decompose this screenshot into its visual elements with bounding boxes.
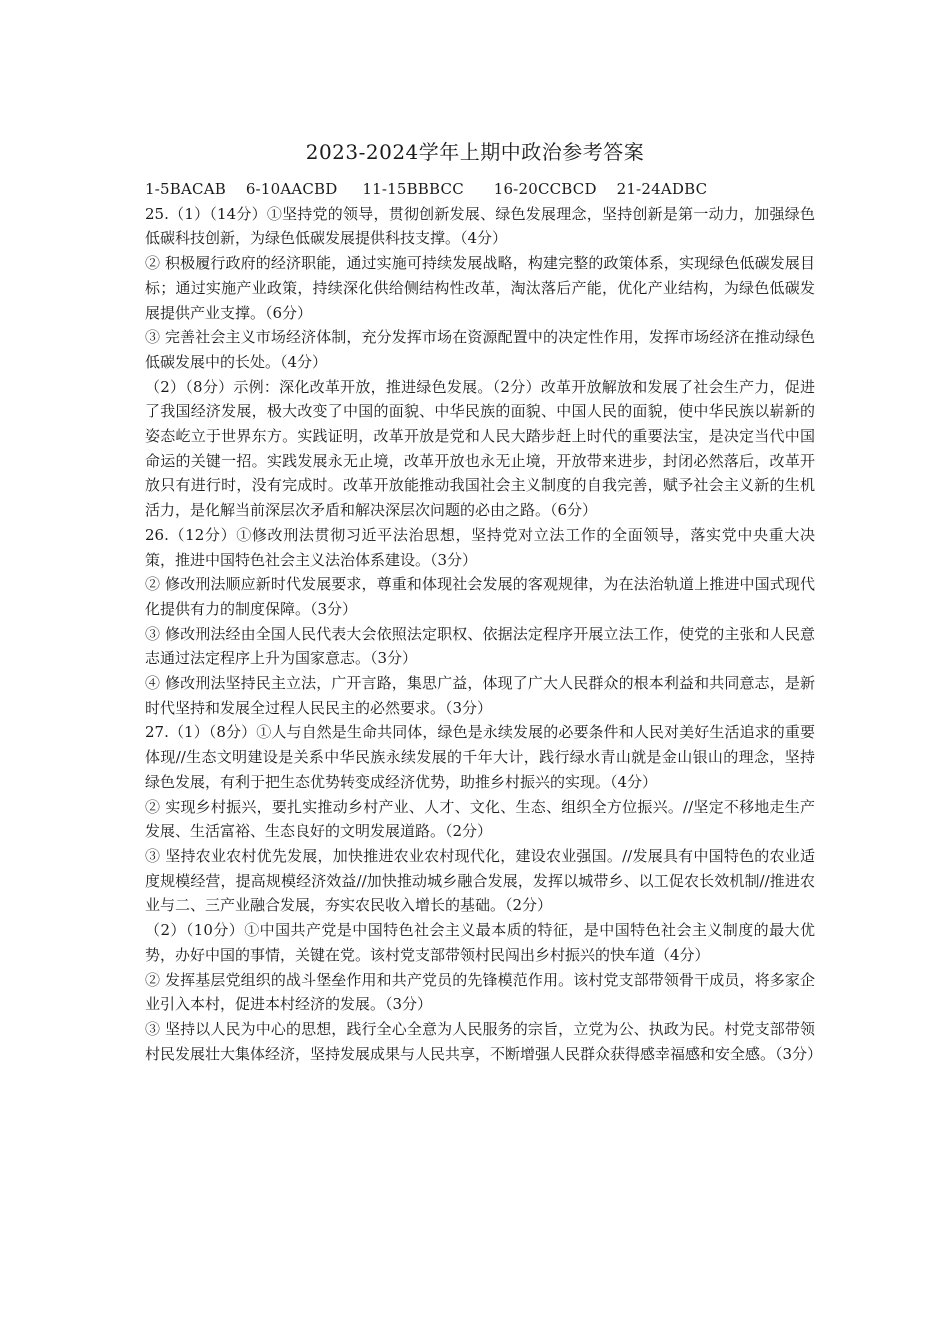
paragraph-25-2: （2）（8分）示例：深化改革开放，推进绿色发展。（2分）改革开放解放和发展了社会生产力，促进了我国经济发展，极大改变了中国的面貌、中华民族的面貌、中国人民的面貌，使中华民族以崭新的姿态屹立于世界东方。实践证明，改革开放是党和人民大踏步赶上时代的重要法宝，是决定当代中国命运的关键一招。实践发展永无止境，改革开放也永无止境，开放带来进步，封闭必然落后，改革开放只有进行时，没有完成时。改革开放能推动我国社会主义制度的自我完善，赋予社会主义新的生机活力，是化解当前深层次矛盾和解决深层次问题的必由之路。（6分）	[145, 377, 815, 520]
paragraph-25-1: 25.（1）（14分）①坚持党的领导，贯彻创新发展、绿色发展理念，坚持创新是第一动力，加强绿色低碳科技创新，为绿色低碳发展提供科技支撑。（4分）	[145, 204, 815, 248]
choice-answers: 1-5BACAB 6-10AACBD 11-15BBBCC 16-20CCBCD 21-24ADBC	[145, 180, 708, 198]
paragraph-26-c: ③ 修改刑法经由全国人民代表大会依照法定职权、依据法定程序开展立法工作，使党的主张和人民意志通过法定程序上升为国家意志。（3分）	[145, 624, 815, 668]
paragraph-26-a: 26.（12分）①修改刑法贯彻习近平法治思想，坚持党对立法工作的全面领导，落实党中央重大决策，推进中国特色社会主义法治体系建设。（3分）	[145, 525, 815, 569]
paragraph-27-2-c: ③ 坚持以人民为中心的思想，践行全心全意为人民服务的宗旨，立党为公、执政为民。村党支部带领村民发展壮大集体经济，坚持发展成果与人民共享，不断增强人民群众获得感幸福感和安全感。（3分）	[145, 1019, 823, 1063]
paragraph-25-1-c: ③ 完善社会主义市场经济体制，充分发挥市场在资源配置中的决定性作用，发挥市场经济在推动绿色低碳发展中的长处。（4分）	[145, 328, 815, 371]
paragraph-25-1-b: ② 积极履行政府的经济职能，通过实施可持续发展战略，构建完整的政策体系，实现绿色低碳发展目标；通过实施产业政策，持续深化供给侧结构性改革，淘汰落后产能，优化产业结构，为绿色低碳发展提供产业支撑。（6分）	[145, 254, 815, 322]
paragraph-27-2-a: （2）（10分）①中国共产党是中国特色社会主义最本质的特征，是中国特色社会主义制度的最大优势，办好中国的事情，关键在党。该村党支部带领村民闯出乡村振兴的快车道（4分）	[145, 921, 815, 964]
paragraph-27-1-a: 27.（1）（8分）①人与自然是生命共同体，绿色是永续发展的必要条件和人民对美好生活追求的重要体现//生态文明建设是关系中华民族永续发展的千年大计，践行绿水青山就是金山银山的理念，坚持绿色发展，有利于把生态优势转变成经济优势，助推乡村振兴的实现。（4分）	[145, 723, 815, 791]
paragraph-27-1-c: ③ 坚持农业农村优先发展，加快推进农业农村现代化，建设农业强国。//发展具有中国特色的农业适度规模经营，提高规模经济效益//加快推动城乡融合发展，发挥以城带乡、以工促农长效机制//推进农业与二、三产业融合发展，夯实农民收入增长的基础。（2分）	[145, 846, 815, 915]
paragraph-26-d: ④ 修改刑法坚持民主立法，广开言路，集思广益，体现了广大人民群众的根本利益和共同意志，是新时代坚持和发展全过程人民民主的必然要求。（3分）	[145, 674, 815, 717]
answer-content	[145, 177, 823, 1066]
paragraph-27-2-b: ② 发挥基层党组织的战斗堡垒作用和共产党员的先锋模范作用。该村党支部带领骨干成员，将多家企业引入本村，促进本村经济的发展。（3分）	[145, 970, 815, 1014]
paragraph-27-1-b: ② 实现乡村振兴，要扎实推动乡村产业、人才、文化、生态、组织全方位振兴。//坚定不移地走生产发展、生活富裕、生态良好的文明发展道路。（2分）	[145, 797, 815, 841]
page-title: 2023-2024学年上期中政治参考答案	[305, 140, 645, 164]
paragraph-26-b: ② 修改刑法顺应新时代发展要求，尊重和体现社会发展的客观规律，为在法治轨道上推进中国式现代化提供有力的制度保障。（3分）	[145, 575, 815, 618]
